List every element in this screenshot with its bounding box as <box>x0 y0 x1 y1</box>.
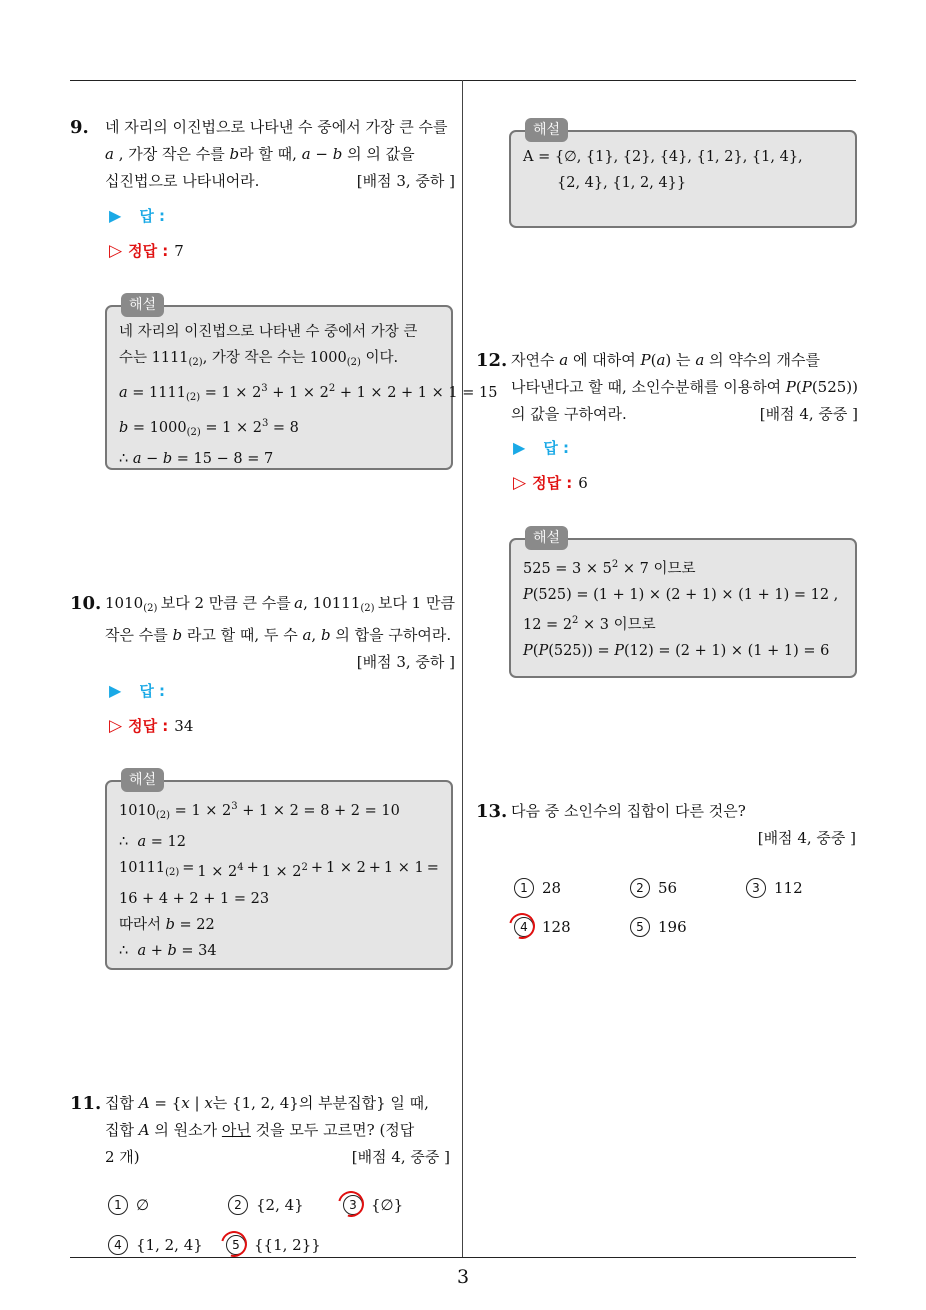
question-text: 다음 중 소인수의 집합이 다른 것은? <box>511 802 746 820</box>
triangle-outline-icon: ▷ <box>109 241 123 261</box>
question-9 <box>70 114 455 195</box>
solution-box-9: 해설 네 자리의 이진법으로 나타낸 수 중에서 가장 큰 수는 $1111_{(2)}$, 가장 작은 수는 $1000_{(2)}$ 이다. $a = 1111_{(2)} = 1 \times 2^3 + 1 \times 2^2 + 1 \times 2 + 1 \times 1 = 15$ $b = 1000_{(2)} = 1 \times 2^3 = 8$ ∴ a − b = 15 − 8 = 7 <box>105 305 453 470</box>
choice-5[interactable]: 5 {{1, 2}} <box>226 1235 321 1255</box>
score-label: [배점 4, 중중 ] <box>757 829 856 847</box>
solution-tag: 해설 <box>121 768 164 792</box>
solution-box-11: 해설 A = {∅, {1}, {2}, {4}, {1, 2}, {1, 4}, {2, 4}, {1, 2, 4}} <box>509 130 857 228</box>
question-13 <box>476 798 856 852</box>
question-text: $1010_{(2)}$ 보다 2 만큼 큰 수를 a, $10111_{(2)}$ 보다 1 만큼 <box>105 594 455 614</box>
question-10 <box>70 590 455 676</box>
triangle-outline-icon: ▷ <box>109 716 123 736</box>
selected-circle-mark <box>333 1186 369 1222</box>
question-text: 집합 A = {x | x는 {1, 2, 4}의 부분집합} 일 때, <box>105 1094 429 1112</box>
score-label: [배점 3, 중하 ] <box>356 653 455 671</box>
question-number: 10. <box>70 593 102 614</box>
triangle-filled-icon: ▶ <box>109 681 122 700</box>
question-number: 13. <box>476 801 508 822</box>
choice-3[interactable]: 3 112 <box>746 878 803 898</box>
solution-box-12: 해설 $525 = 3 \times 5^2 \times 7$ 이므로 P(525) = (1 + 1) × (2 + 1) × (1 + 1) = 12 , $12 = 2^2 \times 3$ 이므로 P(P(525)) = P(12) = (2 + 1) × (1 + 1) = 6 <box>509 538 857 678</box>
solution-tag: 해설 <box>525 526 568 550</box>
question-text: 집합 A 의 원소가 아닌 것을 모두 고르면? (정답 <box>105 1121 415 1139</box>
answer-correct-12: ▷ 정답 : 6 <box>513 473 588 493</box>
question-text: 의 값을 구하여라. [배점 4, 중중 ] <box>511 401 858 428</box>
choice-4[interactable]: 4 {1, 2, 4} <box>108 1235 203 1255</box>
answer-blank-9: ▶ 답 : <box>109 206 166 225</box>
question-number: 11. <box>70 1093 102 1114</box>
question-text: 네 자리의 이진법으로 나타낸 수 중에서 가장 큰 수를 <box>105 118 448 136</box>
question-11 <box>70 1090 450 1171</box>
triangle-filled-icon: ▶ <box>109 206 122 225</box>
score-label: [배점 4, 중중 ] <box>351 1148 450 1166</box>
page-number: 3 <box>456 1266 470 1288</box>
solution-tag: 해설 <box>121 293 164 317</box>
triangle-outline-icon: ▷ <box>513 473 527 493</box>
choice-4[interactable]: 4 128 <box>514 917 571 937</box>
question-12 <box>476 347 858 428</box>
question-text: 작은 수를 b 라고 할 때, 두 수 a, b 의 합을 구하여라. <box>105 626 452 644</box>
question-number: 9. <box>70 117 89 138</box>
question-text: 나타낸다고 할 때, 소인수분해를 이용하여 P(P(525)) <box>511 378 858 396</box>
score-label: [배점 3, 중하 ] <box>356 172 455 190</box>
selected-circle-mark <box>504 908 540 944</box>
choice-2[interactable]: 2 56 <box>630 878 677 898</box>
answer-correct-9: ▷ 정답 : 7 <box>109 241 184 261</box>
answer-blank-12: ▶ 답 : <box>513 438 570 457</box>
top-rule <box>70 80 856 81</box>
solution-box-10: 해설 $1010_{(2)} = 1 \times 2^3 + 1 \times 2 = 8 + 2 = 10$ ∴ a = 12 $10111_{(2)}$ = $1 \times 2^4$ + $1 \times 2^2$ + 1 × 2 + 1 × 1 = 16 + 4 + 2 + 1 = 23 따라서 b = 22 ∴ a + b = 34 <box>105 780 453 970</box>
answer-correct-10: ▷ 정답 : 34 <box>109 716 194 736</box>
score-label: [배점 4, 중중 ] <box>759 405 858 423</box>
answer-value: 34 <box>174 717 194 735</box>
solution-tag: 해설 <box>525 118 568 142</box>
question-text: a , 가장 작은 수를 b라 할 때, a − b 의 의 값을 <box>105 145 415 163</box>
choice-2[interactable]: 2 {2, 4} <box>228 1195 304 1215</box>
bottom-rule <box>70 1257 856 1258</box>
question-text: 2 개) [배점 4, 중중 ] <box>105 1144 450 1171</box>
choice-5[interactable]: 5 196 <box>630 917 687 937</box>
choice-3[interactable]: 3 {∅} <box>343 1195 403 1215</box>
column-divider <box>462 80 463 1257</box>
answer-value: 7 <box>174 242 184 260</box>
question-text: 자연수 a 에 대하여 P(a) 는 a 의 약수의 개수를 <box>511 351 821 369</box>
question-text: 십진법으로 나타내어라. [배점 3, 중하 ] <box>105 168 455 195</box>
answer-blank-10: ▶ 답 : <box>109 681 166 700</box>
choice-1[interactable]: 1 28 <box>514 878 561 898</box>
choice-1[interactable]: 1 ∅ <box>108 1195 149 1215</box>
triangle-filled-icon: ▶ <box>513 438 526 457</box>
question-number: 12. <box>476 350 508 371</box>
answer-value: 6 <box>578 474 588 492</box>
